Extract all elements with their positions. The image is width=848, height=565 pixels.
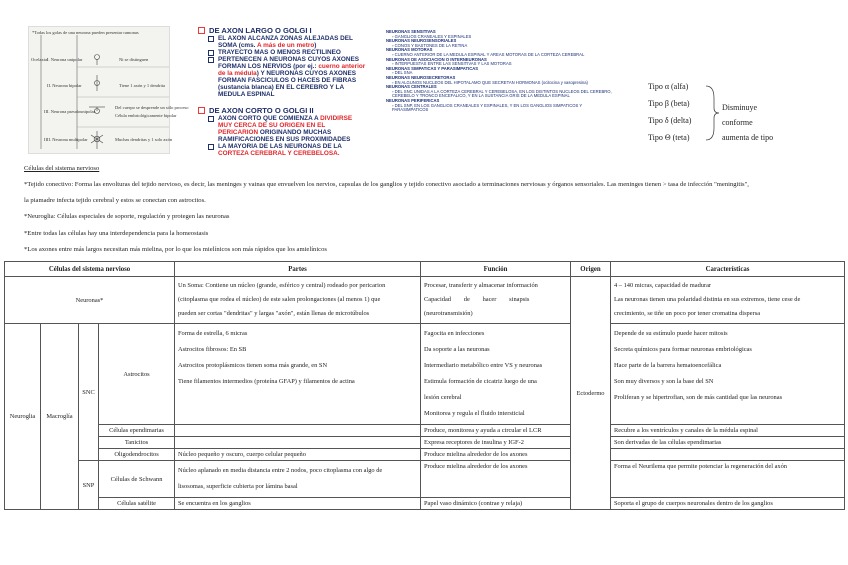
cell-satelite: Células satélite <box>99 498 175 510</box>
tipos-description: Disminuye conforme aumenta de tipo <box>722 103 774 142</box>
golgi-ii-list <box>198 115 366 157</box>
sketch-label: I. Neurona unipolar <box>47 57 83 62</box>
cell-oligo-partes: Núcleo pequeño y oscuro, cuerpo celular pequeño <box>175 449 421 461</box>
golgi-i-list <box>198 35 366 98</box>
cell-neuroglia: Neuroglia <box>5 324 41 510</box>
cell-schwann-carac: Forma el Neurilema que permite potenciar la regeneración del axón <box>611 461 845 498</box>
paragraph-neuroglia: *Neuroglia: Células especiales de soporte, regulación y protegen las neuronas <box>24 213 230 220</box>
bullet-square-icon <box>208 50 214 56</box>
cell-tanicitos-funcion: Expresa receptores de insulina y IGF-2 <box>421 437 571 449</box>
golgi-list-item: TRAYECTO MAS O MENOS RECTILINEO <box>198 49 366 56</box>
table-row-schwann <box>5 461 845 498</box>
sketch-label: IIII. Neurona multipolar <box>44 137 88 142</box>
golgi-ii-title: DE AXON CORTO O GOLGI II <box>198 106 366 115</box>
brace-icon <box>704 84 720 142</box>
bullet-square-icon <box>208 57 214 63</box>
sketch-label: Muchas dendritas y 1 solo axón <box>115 137 173 142</box>
cell-schwann-funcion: Produce mielina alrededor de los axones <box>421 461 571 498</box>
cell-astrocitos: Astrocitos <box>99 324 175 425</box>
cell-ependimarias-carac: Recubre a los ventrículos y canales de la médula espinal <box>611 425 845 437</box>
header-origen: Origen <box>571 262 611 277</box>
neuron-types-sketch <box>28 26 189 154</box>
golgi-list-item: LA MAYORIA DE LAS NEURONAS DE LA CORTEZA CEREBRAL Y CEREBELOSA. <box>198 143 366 157</box>
golgi-list-item: PERTENECEN A NEURONAS CUYOS AXONES FORMAN LOS NERVIOS (por ej.: cuerno anterior de la médula) Y NEURONAS CUYOS AXONES FORMAN FASCICULOS O HACES DE FIBRAS (sustancia blanca) EN EL CEREBRO Y LA MEDULA ESPINAL <box>198 56 366 98</box>
golgi-list-item: AXON CORTO QUE COMIENZA A DIVIDIRSE MUY CERCA DE SU ORIGEN EN EL PERICARION ORIGINANDO MUCHAS RAMIFICACIONES EN SUS PROXIMIDADES <box>198 115 366 143</box>
classification-detail: ▫ INTERPUESTAS ENTRE LAS SENSITIVAS Y LAS MOTORAS <box>392 61 512 67</box>
neuron-sketch-drawing <box>29 27 169 153</box>
cell-schwann-partes: Núcleo aplanado en media distancia entre 2 nodos, poco citoplasma con algo de lisosomas, superficie cubierta por lámina basal <box>175 461 421 498</box>
neuron-function-classification <box>386 30 614 158</box>
header-caracteristicas: Características <box>611 262 845 277</box>
cell-satelite-carac: Soporta el grupo de cuerpos neuronales dentro de los ganglios <box>611 498 845 510</box>
cell-ependimarias-partes <box>175 425 421 437</box>
cell-snp: SNP <box>79 461 99 510</box>
classification-heading: NEURONAS SENSITIVAS <box>386 29 436 34</box>
classification-heading: NEURONAS MOTORAS <box>386 47 433 53</box>
cell-neuronas-partes: Un Soma: Contiene un núcleo (grande, esférico y central) rodeado por pericarion (citoplasma que rodea el núcleo) de este salen prolongaciones (al menos 1) que pueden ser cortas "dendritas" y largas "axón", están llenas de microtúbulos <box>175 277 421 324</box>
classification-detail: ▫ DEL SNP, EN LOS GANGLIOS CRANEALES Y ESPINALES, Y EN LOS GANGLIOS SIMPATICOS Y PARASIMPATICOS <box>392 102 583 113</box>
cell-snc: SNC <box>79 324 99 461</box>
sketch-label: II. Neurona bipolar <box>47 83 82 88</box>
golgi-classification <box>198 26 366 166</box>
cell-ependimarias: Células ependimarias <box>99 425 175 437</box>
sketch-label: III. Neurona pseudounipolar <box>44 109 96 114</box>
sketch-label: Célula embriológicamente bipolar <box>115 113 177 118</box>
classification-detail: ▫ DEL SNA <box>392 70 413 76</box>
bullet-square-icon <box>208 144 214 150</box>
cell-macroglia: Macroglía <box>41 324 79 510</box>
cell-neuronas-carac: 4 – 140 micras, capacidad de madurar Las neuronas tienen una polaridad distinta en sus extremos, tiene cese de crecimiento, se tiñe un poco por tener cromatina dispersa <box>611 277 845 324</box>
classification-detail: ▫ EN ALGUNOS NUCLEOS DEL HIPOTALAMO QUE SECRETAN HORMONAS (ocitocina y vasopresina) <box>392 79 588 85</box>
table-row-ependimarias <box>5 425 845 437</box>
classification-heading: NEURONAS SIMPATICAS Y PARASIMPATICAS <box>386 65 479 71</box>
golgi-i-title: DE AXON LARGO O GOLGI I <box>198 26 366 35</box>
sketch-label: Del cuerpo se desprende un sólo proceso <box>115 105 189 110</box>
classification-heading: NEURONAS NEUROSENSORIALES <box>386 38 457 44</box>
cell-oligo-carac <box>611 449 845 461</box>
sketch-note: *Todas los golas de una neurona pueden presentar ramonas <box>32 30 139 35</box>
tipo-alfa: Tipo α (alfa) <box>648 82 689 91</box>
paragraph-conectivo: *Tejido conectivo: Forma las envolturas del tejido nervioso, es decir, las meninges y vainas que envuelven los nervios, capsulas de los ganglios y tejido conectivo asociado a terminaciones nerviosas y órganos sensoriales. Las meninges tienen > tasa de infección "meningitis", <box>24 181 749 188</box>
paragraph-homeostasis: *Entre todas las células hay una interdependencia para la homeostasis <box>24 230 209 237</box>
cell-tanicitos-partes <box>175 437 421 449</box>
cell-origen: Ectodermo <box>571 277 611 510</box>
table-row-oligodendrocitos <box>5 449 845 461</box>
bullet-square-icon <box>198 107 205 114</box>
sketch-label: Tiene 1 axón y 1 dendrita <box>119 83 165 88</box>
cell-oligodendrocitos: Oligodendrocitos <box>99 449 175 461</box>
cell-astrocitos-carac: Depende de su estímulo puede hacer mitosis Secreta químicos para formar neuronas embriológicas Hace parte de la barrera hematoencefálica Son muy diversos y son la base del SN Proliferan y se hipertrofian, son de más cantidad que las neuronas <box>611 324 845 425</box>
classification-detail: ▫ CUERNO ANTERIOR DE LA MEDULA ESPINAL Y AREAS MOTORAS DE LA CORTEZA CEREBRAL <box>392 51 585 57</box>
classification-detail: ▫ CONOS Y BASTONES DE LA RETINA <box>392 42 468 48</box>
tipo-delta: Tipo δ (delta) <box>648 116 692 125</box>
header-partes: Partes <box>175 262 421 277</box>
cell-neuronas-funcion: Procesar, transferir y almacenar información Capacidad de hacer sinapsis (neurotransmisión) <box>421 277 571 324</box>
table-row-tanicitos <box>5 437 845 449</box>
table-header-row <box>5 262 845 277</box>
table-row-neuronas <box>5 277 845 324</box>
header-funcion: Función <box>421 262 571 277</box>
classification-heading: NEURONAS CENTRALES <box>386 84 437 90</box>
classification-detail: ▫ DEL SNC UNIDAS A LA CORTEZA CEREBRAL Y CEREBELOSA, EN LOS DISTINTOS NUCLEOS DEL CEREBRO, CEREBELO Y TRONCO ENCEFALICO, Y EN LA SUSTANCIA GRIS DE LA MEDULA ESPINAL <box>392 88 612 99</box>
cell-tanicitos: Tanicitos <box>99 437 175 449</box>
fiber-types <box>648 82 788 148</box>
table-row-satelite <box>5 498 845 510</box>
sketch-label: Ni se distinguen <box>119 57 149 62</box>
header-celulas: Células del sistema nervioso <box>5 262 175 277</box>
section-heading: Células del sistema nervioso <box>24 165 100 172</box>
cell-ependimarias-funcion: Produce, monitorea y ayuda a circular el LCR <box>421 425 571 437</box>
tipo-beta: Tipo β (beta) <box>648 99 690 108</box>
cell-oligo-funcion: Produce mielina alrededor de los axones <box>421 449 571 461</box>
cell-tanicitos-carac: Son derivadas de las células ependimarias <box>611 437 845 449</box>
sketch-label: Ocelaxial <box>31 57 49 62</box>
cell-satelite-partes: Se encuentra en los ganglios <box>175 498 421 510</box>
bullet-square-icon <box>198 27 205 34</box>
paragraph-axones: *Los axones entre más largos necesitan más mielina, por lo que los mielínicos son más rápidos que los amielínicos <box>24 246 327 253</box>
classification-heading: NEURONAS DE ASOCIACION O INTERNEURONAS <box>386 56 487 62</box>
bullet-square-icon <box>208 36 214 42</box>
classification-heading: NEURONAS PERIFERICAS <box>386 97 440 103</box>
cell-astrocitos-partes: Forma de estrella, 6 micras Astrocitos fibrosos: En SB Astrocitos protoplásmicos tienen soma más grande, en SN Tiene filamentos intermedios (proteína GFAP) y filamentos de actina <box>175 324 421 425</box>
cell-schwann: Células de Schwann <box>99 461 175 498</box>
paragraph-conectivo-cont: la piamadre infecta tejido cerebral y estos se conectan con astrocitos. <box>24 197 206 204</box>
golgi-list-item: EL AXON ALCANZA ZONAS ALEJADAS DEL SOMA (cms. A más de un metro) <box>198 35 366 49</box>
classification-detail: ▫ GANGLIOS CRANEALES Y ESPINALES <box>392 33 472 39</box>
cell-astrocitos-funcion: Fagocita en infecciones Da soporte a las neuronas Intermediario metabólico entre VS y neuronas Estimula formación de cicatriz luego de una lesión cerebral Monitorea y regula el fluido intersticial <box>421 324 571 425</box>
bullet-square-icon <box>208 116 214 122</box>
table-row-astrocitos <box>5 324 845 425</box>
cell-satelite-funcion: Papel vaso dinámico (contrae y relaja) <box>421 498 571 510</box>
cell-neuronas: Neuronas* <box>5 277 175 324</box>
cells-table <box>4 261 845 510</box>
tipo-teta: Tipo Θ (teta) <box>648 133 690 142</box>
classification-heading: NEURONAS NEUROSECRETORAS <box>386 74 456 80</box>
